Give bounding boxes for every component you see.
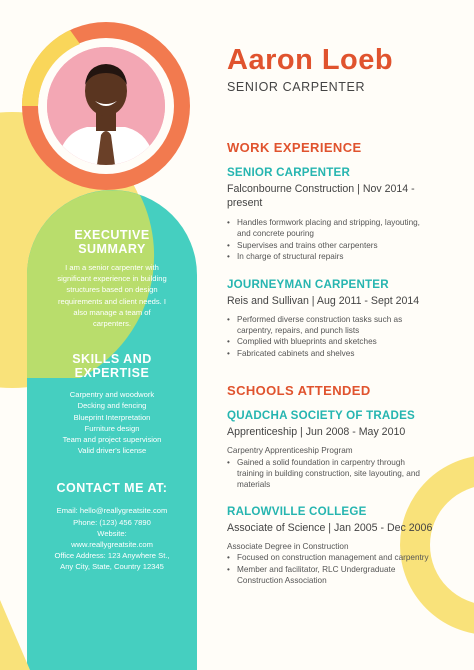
school-bullets [227,457,462,491]
school-entry [227,505,462,587]
job-company: Reis and Sullivan | Aug 2011 - Sept 2014 [227,294,420,307]
bullet-item: • Supervises and trains other carpenters [227,240,462,251]
summary-line: also manage a team of [73,307,151,317]
school-entry [227,409,462,491]
skills-heading-1: SKILLS AND [72,352,152,367]
contact-line: Any City, State, Country 12345 [60,562,164,572]
summary-text [27,262,197,329]
job-title: JOURNEYMAN CARPENTER [227,277,389,291]
school-program: Associate of Science | Jan 2005 - Dec 2006 [227,521,433,534]
summary-line: significant experience in building [57,274,167,284]
school-program: Apprenticeship | Jun 2008 - May 2010 [227,426,406,439]
school-bullets [227,552,462,586]
job-bullets [227,217,462,263]
contact-line: Email: hello@reallygreatsite.com [56,506,168,516]
contact-line: Office Address: 123 Anywhere St., [54,551,170,561]
summary-line: requirements and client needs. I [57,296,167,306]
job-entry [227,278,462,360]
school-detail: Associate Degree in Construction [227,541,349,551]
sidebar [27,228,197,573]
skill-item: Furniture design [84,423,140,433]
school-name: RALOWVILLE COLLEGE [227,504,367,518]
person-title: SENIOR CARPENTER [227,80,366,94]
bullet-item: • In charge of structural repairs [227,251,462,262]
summary-heading-2: SUMMARY [78,242,146,256]
skill-item: Valid driver's license [77,446,147,456]
bullet-item: • Fabricated cabinets and shelves [227,348,462,359]
bullet-item: • Performed diverse construction tasks such as carpentry, repairs, and punch lists [227,314,462,337]
contact-line: Website: [97,528,127,538]
person-portrait [47,47,165,165]
bullet-item: • Handles formwork placing and stripping, layouting, and concrete pouring [227,217,462,240]
bullet-item: • Focused on construction management and carpentry [227,552,462,563]
job-company-cont: present [227,197,263,209]
school-name: QUADCHA SOCIETY OF TRADES [227,409,415,423]
bullet-item: • Complied with blueprints and sketches [227,336,462,347]
contact-list [27,505,197,572]
schools-heading: SCHOOLS ATTENDED [227,383,371,399]
school-detail: Carpentry Apprenticeship Program [227,446,353,456]
summary-line: I am a senior carpenter with [65,263,159,272]
skill-item: Team and project supervision [62,435,162,445]
bullet-item: • Gained a solid foundation in carpentry through training in building construction, site layouting, and materials [227,457,462,491]
contact-line: Phone: (123) 456 7890 [73,517,151,527]
job-bullets [227,314,462,360]
contact-line: www.reallygreatsite.com [71,540,153,550]
bullet-item: • Member and facilitator, RLC Undergraduate Construction Association [227,564,462,587]
summary-heading-1: EXECUTIVE [74,228,150,242]
job-title: SENIOR CARPENTER [227,166,351,179]
skill-item: Carpentry and woodwork [69,390,155,400]
skill-item: Decking and fencing [77,401,147,411]
work-experience-heading: WORK EXPERIENCE [227,140,362,155]
summary-line: structures based on design [66,285,158,295]
profile-photo [47,47,165,165]
summary-line: carpenters. [93,319,131,329]
yellow-corner [0,600,30,670]
contact-heading: CONTACT ME AT: [56,481,168,496]
skills-list [27,389,197,456]
skills-heading-2: EXPERTISE [74,366,150,381]
person-name: Aaron Loeb [227,44,394,76]
main-column [227,140,462,587]
skill-item: Blueprint Interpretation [73,412,151,422]
job-entry [227,166,462,263]
job-company: Falconbourne Construction | Nov 2014 - [227,183,415,195]
